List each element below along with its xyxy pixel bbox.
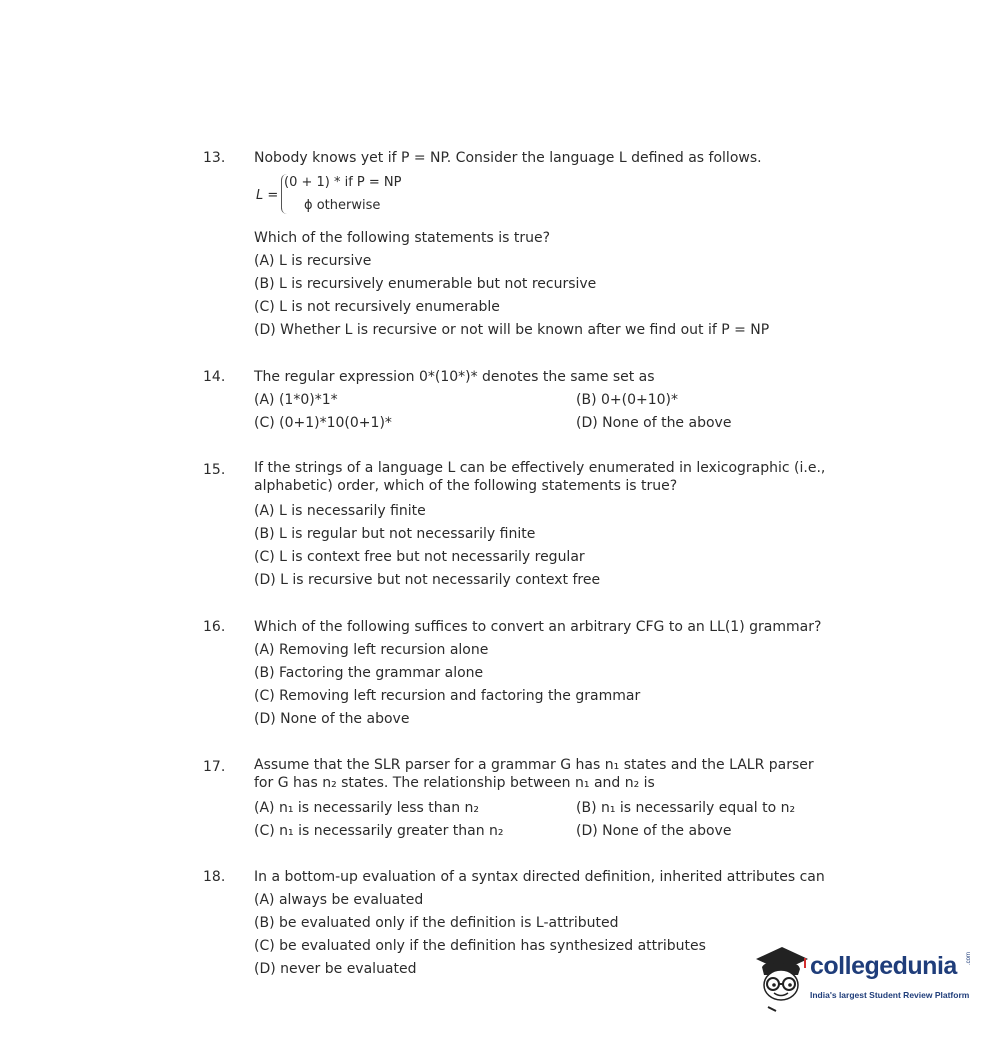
- stem-line-2: alphabetic) order, which of the following statements is true?: [254, 478, 678, 494]
- option-c: (C) L is context free but not necessarily regular: [254, 549, 585, 565]
- language-definition: [254, 174, 864, 221]
- option-d: (D) Whether L is recursive or not will be known after we find out if P = NP: [254, 322, 770, 338]
- brand-name: collegedunia: [810, 952, 957, 980]
- option-d: (D) never be evaluated: [254, 961, 417, 977]
- question-number: 17.: [203, 759, 226, 775]
- stem-line-2: for G has n₂ states. The relationship between n₁ and n₂ is: [254, 775, 655, 791]
- option-a: (A) (1*0)*1*: [254, 392, 338, 408]
- math-case-2: ϕ otherwise: [304, 198, 381, 213]
- question-stem: The regular expression 0*(10*)* denotes the same set as: [254, 369, 655, 385]
- question-number: 13.: [203, 150, 226, 166]
- option-d: (D) None of the above: [576, 823, 732, 839]
- question-number: 16.: [203, 619, 226, 635]
- options-row-1: [254, 389, 864, 412]
- question-body: [254, 147, 864, 342]
- question-stem: In a bottom-up evaluation of a syntax directed definition, inherited attributes can: [254, 869, 825, 885]
- option-a: (A) Removing left recursion alone: [254, 642, 489, 658]
- question-body: [254, 459, 864, 592]
- option-b: (B) 0+(0+10)*: [576, 392, 678, 408]
- option-a: (A) L is recursive: [254, 253, 372, 269]
- question-stem: Which of the following suffices to convert an arbitrary CFG to an LL(1) grammar?: [254, 619, 822, 635]
- option-c: (C) (0+1)*10(0+1)*: [254, 415, 392, 431]
- question-stem: [254, 756, 864, 792]
- question-number: 18.: [203, 869, 226, 885]
- options-row-2: [254, 412, 864, 435]
- stem-line-1: If the strings of a language L can be effectively enumerated in lexicographic (i.e.,: [254, 460, 826, 476]
- math-lhs: L =: [256, 188, 279, 203]
- question-number: 15.: [203, 462, 226, 478]
- option-d: (D) None of the above: [576, 415, 732, 431]
- option-b: (B) L is regular but not necessarily finite: [254, 526, 536, 542]
- question-body: [254, 756, 864, 843]
- math-case-1: (0 + 1) * if P = NP: [284, 175, 402, 190]
- option-a: (A) n₁ is necessarily less than n₂: [254, 800, 480, 816]
- brand-tagline: India's largest Student Review Platform: [810, 990, 970, 1000]
- brand-suffix: .com: [966, 951, 972, 965]
- options-row-2: [254, 820, 864, 843]
- collegedunia-logo: [752, 945, 982, 1015]
- stem-line-1: Assume that the SLR parser for a grammar G has n₁ states and the LALR parser: [254, 757, 814, 773]
- option-b: (B) L is recursively enumerable but not recursive: [254, 276, 597, 292]
- mascot-icon: [752, 945, 810, 1015]
- question-body: [254, 366, 864, 435]
- option-c: (C) Removing left recursion and factoring the grammar: [254, 688, 641, 704]
- question-stem: [254, 459, 864, 495]
- option-d: (D) None of the above: [254, 711, 410, 727]
- option-b: (B) Factoring the grammar alone: [254, 665, 484, 681]
- option-b: (B) n₁ is necessarily equal to n₂: [576, 800, 796, 816]
- question-body: [254, 616, 864, 731]
- option-a: (A) always be evaluated: [254, 892, 424, 908]
- question-stem: Nobody knows yet if P = NP. Consider the language L defined as follows.: [254, 150, 762, 166]
- option-c: (C) n₁ is necessarily greater than n₂: [254, 823, 504, 839]
- option-a: (A) L is necessarily finite: [254, 503, 426, 519]
- options-row-1: [254, 797, 864, 820]
- option-c: (C) be evaluated only if the definition has synthesized attributes: [254, 938, 706, 954]
- option-d: (D) L is recursive but not necessarily context free: [254, 572, 601, 588]
- option-c: (C) L is not recursively enumerable: [254, 299, 500, 315]
- question-number: 14.: [203, 369, 226, 385]
- option-b: (B) be evaluated only if the definition is L-attributed: [254, 915, 619, 931]
- question-prompt: Which of the following statements is true?: [254, 230, 551, 246]
